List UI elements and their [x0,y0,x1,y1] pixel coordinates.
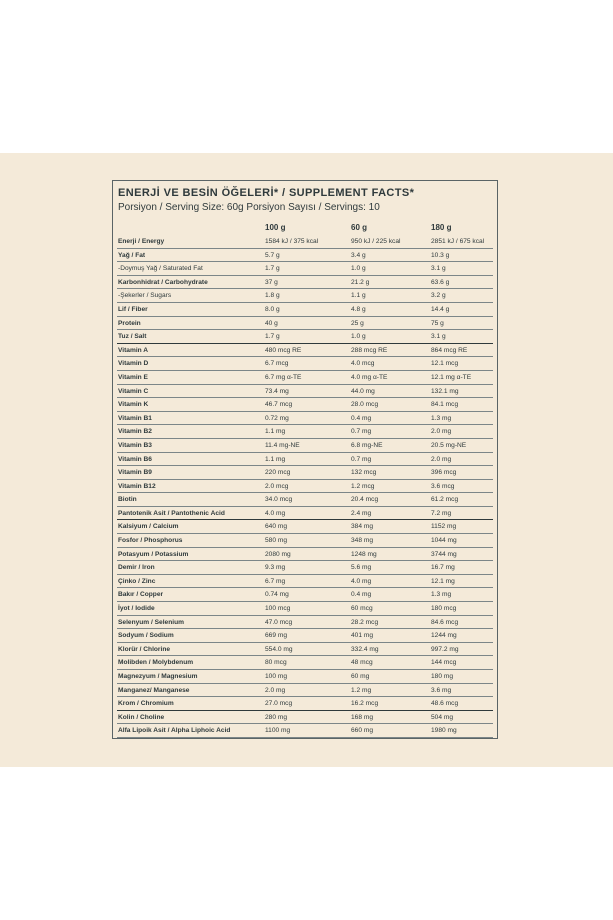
value-100g: 27.0 mcg [265,700,293,708]
value-60g: 660 mg [351,727,373,735]
value-100g: 1.1 mg [265,428,286,436]
value-180g: 20.5 mg-NE [431,441,467,449]
table-row [117,344,493,358]
table-row [117,602,493,616]
table-row [117,480,493,494]
value-180g: 1.3 mg [431,414,452,422]
panel-title: ENERJİ VE BESİN ÖĞELERİ* / SUPPLEMENT FACTS* [118,187,415,199]
value-60g: 168 mg [351,713,373,721]
nutrient-table [117,235,493,738]
value-60g: 2.4 mg [351,509,372,517]
nutrient-name: -Şekerler / Sugars [118,292,172,300]
value-180g: 3.2 g [431,292,446,300]
column-header-180g: 180 g [431,223,452,232]
nutrient-name: Lif / Fiber [118,305,148,313]
value-60g: 1.0 g [351,333,366,341]
serving-info: Porsiyon / Serving Size: 60g Porsiyon Sayısı / Servings: 10 [118,202,380,213]
supplement-facts-panel [112,180,498,739]
value-100g: 6.7 mg α-TE [265,373,302,381]
table-row [117,575,493,589]
nutrient-name: Vitamin B1 [118,414,152,422]
table-row [117,398,493,412]
table-row [117,317,493,331]
table-row [117,724,493,738]
nutrient-name: Sodyum / Sodium [118,632,174,640]
value-180g: 2.0 mg [431,428,452,436]
nutrient-name: Demir / Iron [118,564,155,572]
column-header-100g: 100 g [265,223,286,232]
table-row [117,289,493,303]
value-60g: 6.8 mg-NE [351,441,383,449]
value-180g: 2851 kJ / 675 kcal [431,238,485,245]
table-row [117,466,493,480]
nutrient-name: Vitamin B12 [118,482,156,490]
value-100g: 1584 kJ / 375 kcal [265,238,319,245]
value-100g: 580 mg [265,537,287,545]
value-60g: 21.2 g [351,278,370,286]
nutrient-name: Klorür / Chlorine [118,645,171,653]
nutrient-name: Vitamin B3 [118,441,152,449]
table-row [117,656,493,670]
nutrient-name: Manganez/ Manganese [118,686,190,694]
value-60g: 28.2 mcg [351,618,379,626]
value-180g: 1.3 mg [431,591,452,599]
value-100g: 0.74 mg [265,591,289,599]
nutrient-name: Vitamin D [118,360,149,368]
value-100g: 1.7 g [265,265,280,273]
nutrient-name: Pantotenik Asit / Pantothenic Acid [118,509,225,517]
value-100g: 1.1 mg [265,455,286,463]
value-180g: 14.4 g [431,305,450,313]
value-60g: 16.2 mcg [351,700,379,708]
value-100g: 100 mg [265,673,287,680]
nutrient-name: Potasyum / Potassium [118,550,189,558]
table-row [117,235,493,249]
value-180g: 12.1 mcg [431,360,459,368]
table-row [117,548,493,562]
table-row [117,303,493,317]
value-100g: 6.7 mg [265,577,286,585]
value-60g: 132 mcg [351,469,377,477]
value-100g: 34.0 mcg [265,496,293,504]
value-180g: 7.2 mg [431,509,452,517]
table-row [117,385,493,399]
value-100g: 8.0 g [265,305,280,313]
value-100g: 0.72 mg [265,414,289,422]
value-180g: 180 mcg [431,605,457,613]
nutrient-name: Vitamin E [118,373,148,381]
nutrient-name: Biotin [118,496,137,504]
value-100g: 9.3 mg [265,564,286,572]
value-100g: 6.7 mcg [265,360,289,368]
value-100g: 1.8 g [265,292,280,300]
table-row [117,453,493,467]
value-60g: 4.0 mcg [351,360,375,368]
value-60g: 950 kJ / 225 kcal [351,238,401,245]
value-60g: 1.2 mg [351,686,372,694]
table-row [117,711,493,725]
table-row [117,643,493,657]
value-180g: 864 mcg RE [431,346,468,354]
table-row [117,616,493,630]
table-row [117,276,493,290]
value-100g: 220 mcg [265,469,291,477]
value-60g: 0.4 mg [351,414,372,422]
value-100g: 80 mcg [265,659,287,667]
value-60g: 0.4 mg [351,591,372,599]
value-180g: 1980 mg [431,727,457,735]
value-180g: 75 g [431,319,444,327]
table-row [117,684,493,698]
value-60g: 288 mcg RE [351,346,388,354]
value-60g: 3.4 g [351,251,366,259]
nutrient-name: Kalsiyum / Calcium [118,523,179,531]
value-100g: 2080 mg [265,550,291,558]
value-60g: 384 mg [351,523,373,531]
value-100g: 640 mg [265,523,287,531]
table-row [117,412,493,426]
value-100g: 73.4 mg [265,387,289,395]
nutrient-name: Fosfor / Phosphorus [118,537,183,545]
value-180g: 396 mcg [431,469,457,477]
nutrient-name: Selenyum / Selenium [118,618,184,626]
table-row [117,629,493,643]
nutrient-name: Enerji / Energy [118,238,165,245]
nutrient-name: -Doymuş Yağ / Saturated Fat [118,265,203,273]
value-100g: 480 mcg RE [265,346,302,354]
table-row [117,357,493,371]
value-100g: 37 g [265,278,278,286]
nutrient-name: Vitamin C [118,387,149,395]
value-60g: 332.4 mg [351,645,379,653]
value-60g: 4.0 mg α-TE [351,373,388,381]
table-row [117,371,493,385]
value-60g: 0.7 mg [351,455,372,463]
value-180g: 3.6 mg [431,686,452,694]
value-100g: 2.0 mg [265,686,286,694]
value-180g: 504 mg [431,713,453,721]
value-60g: 4.0 mg [351,577,372,585]
nutrient-name: Çinko / Zinc [118,577,156,585]
table-row [117,561,493,575]
value-60g: 5.6 mg [351,564,372,572]
table-row [117,534,493,548]
value-100g: 1100 mg [265,727,291,735]
value-180g: 84.1 mcg [431,401,459,409]
table-row [117,262,493,276]
table-row [117,670,493,684]
value-180g: 12.1 mg α-TE [431,373,472,381]
value-60g: 44.0 mg [351,387,375,395]
value-60g: 1.2 mcg [351,482,375,490]
value-180g: 63.6 g [431,278,450,286]
nutrient-name: Vitamin B2 [118,428,152,436]
value-100g: 1.7 g [265,333,280,341]
value-100g: 4.0 mg [265,509,286,517]
value-100g: 40 g [265,319,278,327]
value-60g: 4.8 g [351,305,366,313]
value-180g: 3.6 mcg [431,482,455,490]
nutrient-name: Yağ / Fat [118,251,146,259]
value-180g: 48.6 mcg [431,700,459,708]
value-60g: 1.0 g [351,265,366,273]
value-180g: 3.1 g [431,333,446,341]
table-row [117,507,493,521]
value-180g: 3.1 g [431,265,446,273]
nutrient-name: Vitamin A [118,346,149,354]
column-header-60g: 60 g [351,223,368,232]
table-row [117,520,493,534]
value-100g: 46.7 mcg [265,401,293,409]
table-row [117,493,493,507]
value-180g: 132.1 mg [431,387,459,395]
value-60g: 20.4 mcg [351,496,379,504]
nutrient-name: Vitamin B9 [118,469,152,477]
value-100g: 669 mg [265,632,287,640]
value-60g: 348 mg [351,537,373,545]
value-100g: 554.0 mg [265,645,293,653]
value-180g: 1044 mg [431,537,457,545]
value-180g: 12.1 mg [431,577,455,585]
value-180g: 10.3 g [431,251,450,259]
value-60g: 60 mg [351,673,370,680]
value-60g: 1.1 g [351,292,366,300]
value-60g: 401 mg [351,632,373,640]
table-row [117,425,493,439]
nutrient-name: Vitamin K [118,401,149,409]
nutrient-name: Magnezyum / Magnesium [118,673,198,680]
value-180g: 180 mg [431,673,453,680]
nutrient-name: Alfa Lipoik Asit / Alpha Liphoic Acid [118,727,231,735]
value-60g: 60 mcg [351,605,373,613]
nutrient-name: Tuz / Salt [118,333,147,341]
value-180g: 3744 mg [431,550,457,558]
value-60g: 48 mcg [351,659,373,667]
table-row [117,588,493,602]
value-180g: 84.6 mcg [431,618,459,626]
value-180g: 1244 mg [431,632,457,640]
value-100g: 11.4 mg-NE [265,441,300,449]
value-100g: 2.0 mcg [265,482,289,490]
value-180g: 144 mcg [431,659,457,667]
value-60g: 25 g [351,319,364,327]
table-row [117,330,493,344]
nutrient-name: Vitamin B6 [118,455,152,463]
value-180g: 16.7 mg [431,564,455,572]
value-100g: 280 mg [265,713,287,721]
nutrient-name: Kolin / Choline [118,713,165,721]
value-60g: 1248 mg [351,550,377,558]
nutrient-name: Bakır / Copper [118,591,164,599]
value-180g: 1152 mg [431,523,457,531]
value-60g: 28.0 mcg [351,401,379,409]
nutrient-name: Molibden / Molybdenum [118,659,194,667]
value-180g: 997.2 mg [431,645,459,653]
table-row [117,439,493,453]
value-100g: 5.7 g [265,251,280,259]
nutrient-name: İyot / Iodide [118,605,155,613]
nutrient-name: Karbonhidrat / Carbohydrate [118,278,208,286]
value-180g: 2.0 mg [431,455,452,463]
nutrient-name: Krom / Chromium [118,700,174,708]
nutrient-name: Protein [118,319,141,327]
value-60g: 0.7 mg [351,428,372,436]
value-100g: 47.0 mcg [265,618,293,626]
table-row [117,697,493,711]
value-180g: 61.2 mcg [431,496,459,504]
value-100g: 100 mcg [265,605,291,613]
table-row [117,249,493,263]
